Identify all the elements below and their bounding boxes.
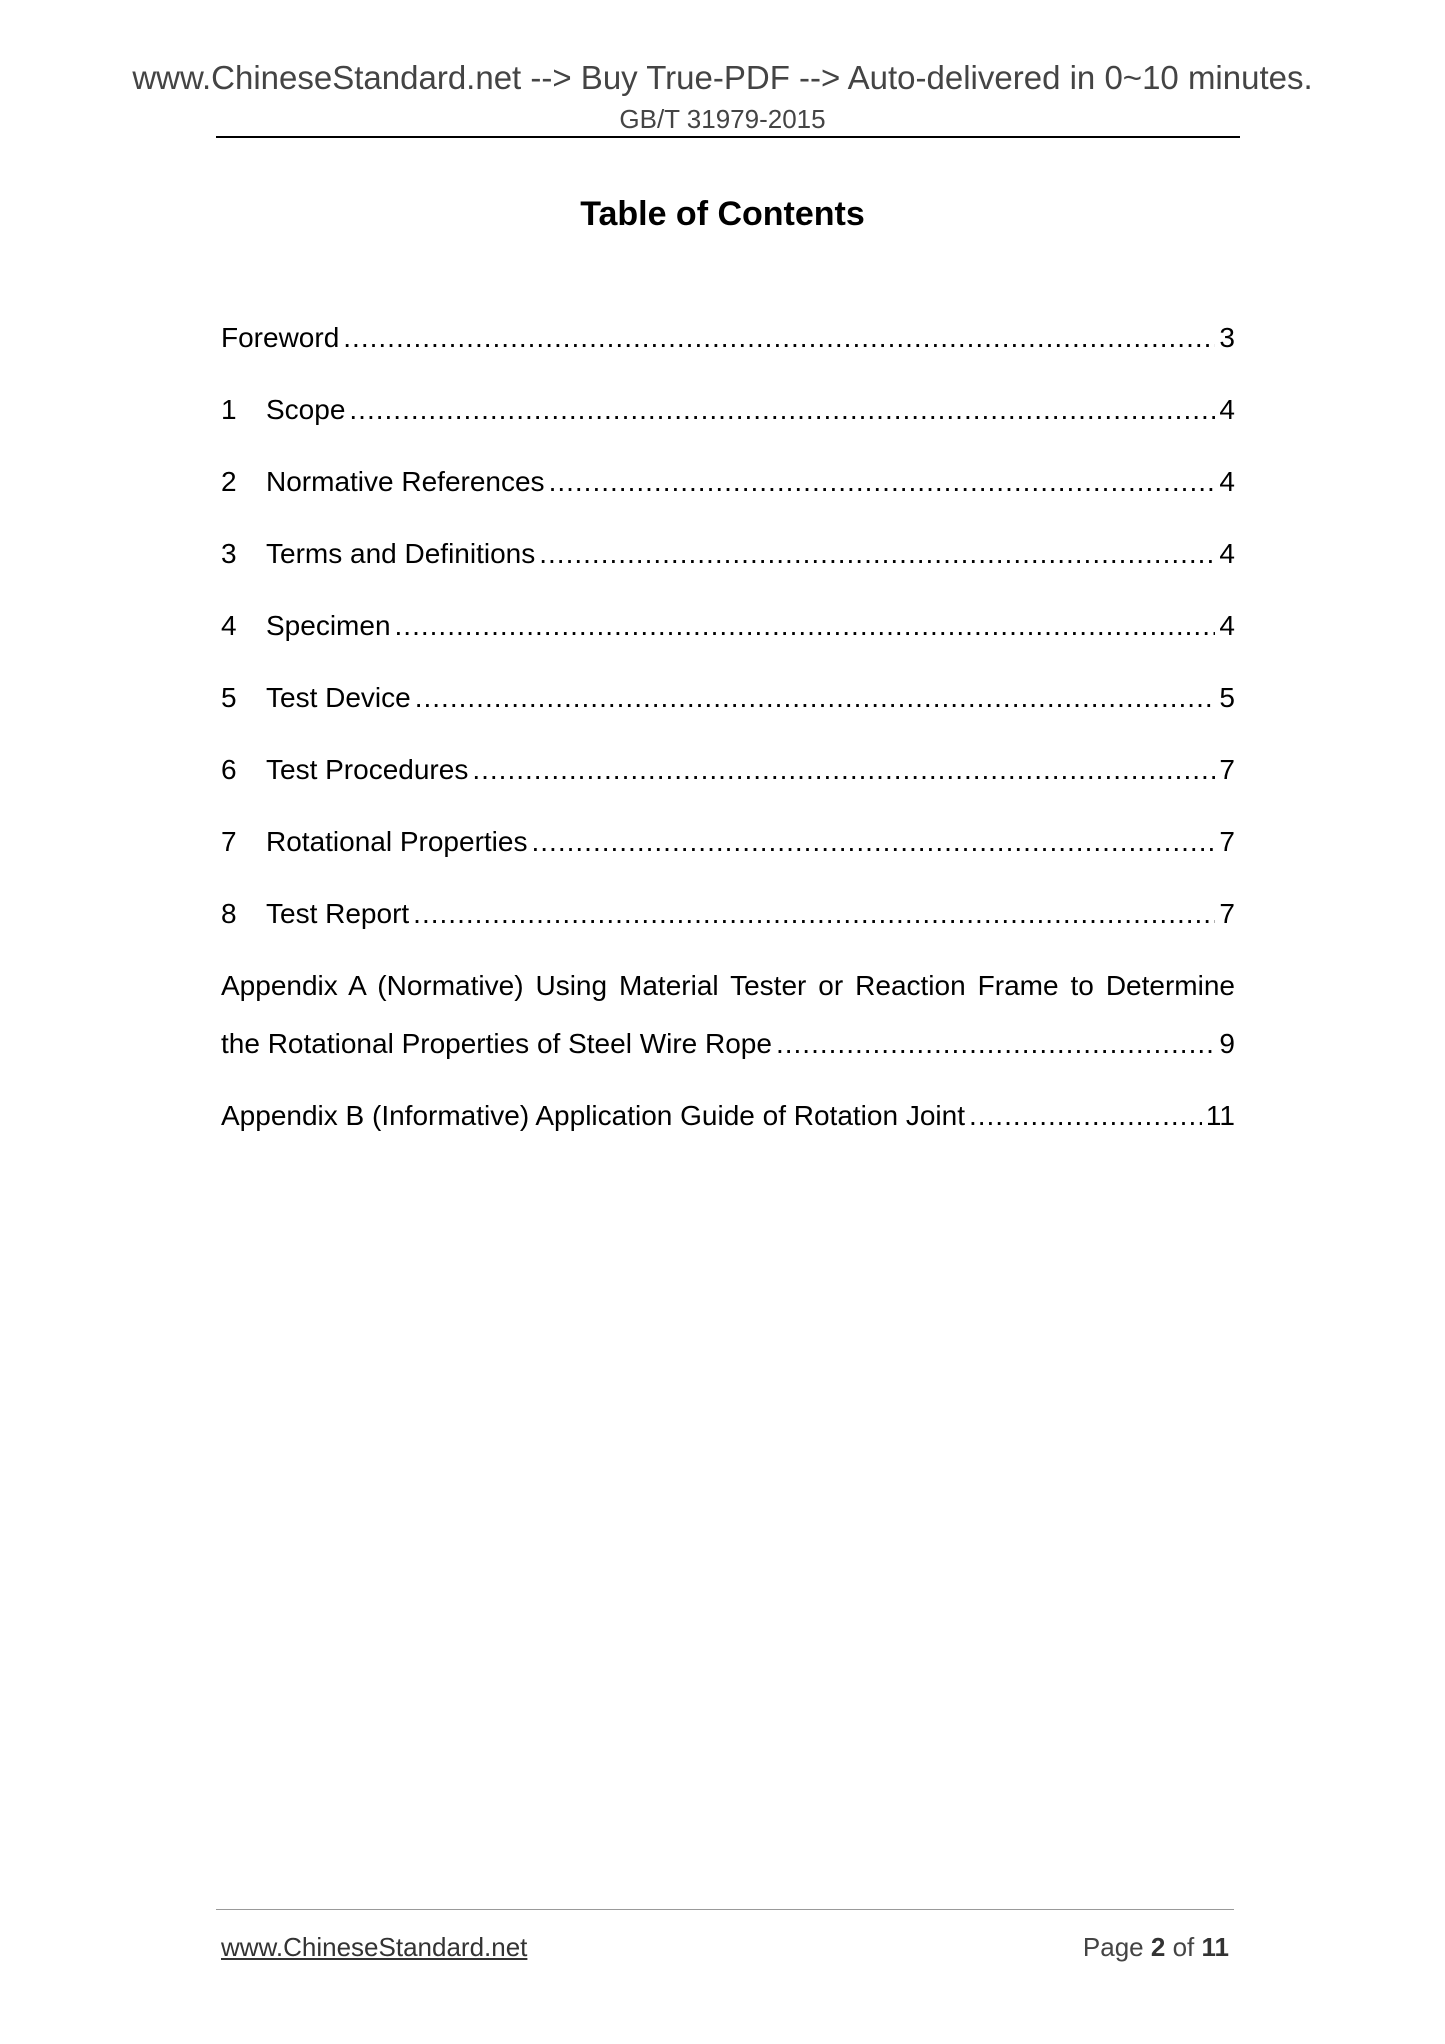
toc-entry-test-report[interactable]: [221, 894, 1235, 934]
toc-entry-test-device[interactable]: [221, 678, 1235, 718]
dot-leader: [343, 318, 1215, 358]
toc-entry-number: 2: [221, 466, 237, 497]
toc-entry-title: Scope: [266, 394, 346, 425]
page-prefix: Page: [1082, 1932, 1144, 1962]
toc-entry-number: 5: [221, 682, 237, 713]
toc-entry-page: 9: [1219, 1028, 1235, 1059]
toc-entry-rotational-properties[interactable]: [221, 822, 1235, 862]
toc-entry-appendix-b[interactable]: [221, 1096, 1235, 1136]
toc-entry-page: 7: [1219, 898, 1235, 929]
toc-entry-appendix-a[interactable]: [221, 1024, 1235, 1064]
dot-leader: [415, 678, 1216, 718]
toc-entry-title: Rotational Properties: [266, 826, 528, 857]
page-of: of: [1172, 1932, 1195, 1962]
toc-entry-title: Test Procedures: [266, 754, 469, 785]
toc-entry-page: 7: [1219, 826, 1235, 857]
toc-entry-number: 3: [221, 538, 237, 569]
toc-entry-page: 4: [1219, 538, 1235, 569]
toc-entry-page: 4: [1219, 610, 1235, 641]
toc-entry-title: Appendix B (Informative) Application Guide of Rotation Joint: [221, 1100, 965, 1131]
page-number: [1083, 1931, 1229, 1963]
toc-entry-title: Specimen: [266, 610, 391, 641]
page-total: 11: [1201, 1932, 1229, 1962]
toc-entry-page: 4: [1219, 394, 1235, 425]
dot-leader: [349, 390, 1215, 430]
footer-website-link[interactable]: www.ChineseStandard.net: [221, 1932, 528, 1962]
toc-entry-test-procedures[interactable]: [221, 750, 1235, 790]
toc-entry-title: Test Report: [266, 898, 410, 929]
toc-entry-page: 3: [1219, 322, 1235, 353]
header-banner: www.ChineseStandard.net --> Buy True-PDF --> Auto-delivered in 0~10 minutes.: [132, 59, 1313, 96]
page-current: 2: [1150, 1932, 1166, 1962]
toc-entry-title: Terms and Definitions: [266, 538, 536, 569]
footer-divider: [216, 1909, 1234, 1910]
toc-entry-number: 4: [221, 610, 237, 641]
dot-leader: [776, 1024, 1215, 1064]
toc-entry-foreword[interactable]: [221, 318, 1235, 358]
toc-entry-title: Test Device: [266, 682, 411, 713]
header-divider: [216, 136, 1240, 138]
toc-entry-number: 8: [221, 898, 237, 929]
dot-leader: [531, 822, 1215, 862]
dot-leader: [472, 750, 1215, 790]
toc-entry-number: 7: [221, 826, 237, 857]
dot-leader: [395, 606, 1216, 646]
dot-leader: [413, 894, 1215, 934]
dot-leader: [539, 534, 1215, 574]
standard-number: GB/T 31979-2015: [619, 104, 826, 134]
dot-leader: [549, 462, 1216, 502]
toc-entry-page: 7: [1219, 754, 1235, 785]
toc-entry-page: 4: [1219, 466, 1235, 497]
toc-entry-page: 11: [1205, 1100, 1235, 1131]
toc-entry-page: 5: [1219, 682, 1235, 713]
toc-entry-terms-and-definitions[interactable]: [221, 534, 1235, 574]
toc-entry-scope[interactable]: [221, 390, 1235, 430]
toc-entry-specimen[interactable]: [221, 606, 1235, 646]
dot-leader: [969, 1096, 1202, 1136]
toc-entry-title: the Rotational Properties of Steel Wire Rope: [221, 1028, 772, 1059]
toc-entry-title: Normative References: [266, 466, 545, 497]
toc-entry-title: Foreword: [221, 322, 340, 353]
toc-entry-normative-references[interactable]: [221, 462, 1235, 502]
page-title: Table of Contents: [580, 195, 865, 233]
toc-entry-number: 1: [221, 394, 237, 425]
toc-entry-number: 6: [221, 754, 237, 785]
toc-entry-appendix-a-line1[interactable]: Appendix A (Normative) Using Material Tester or Reaction Frame to Determine: [221, 970, 1235, 1001]
